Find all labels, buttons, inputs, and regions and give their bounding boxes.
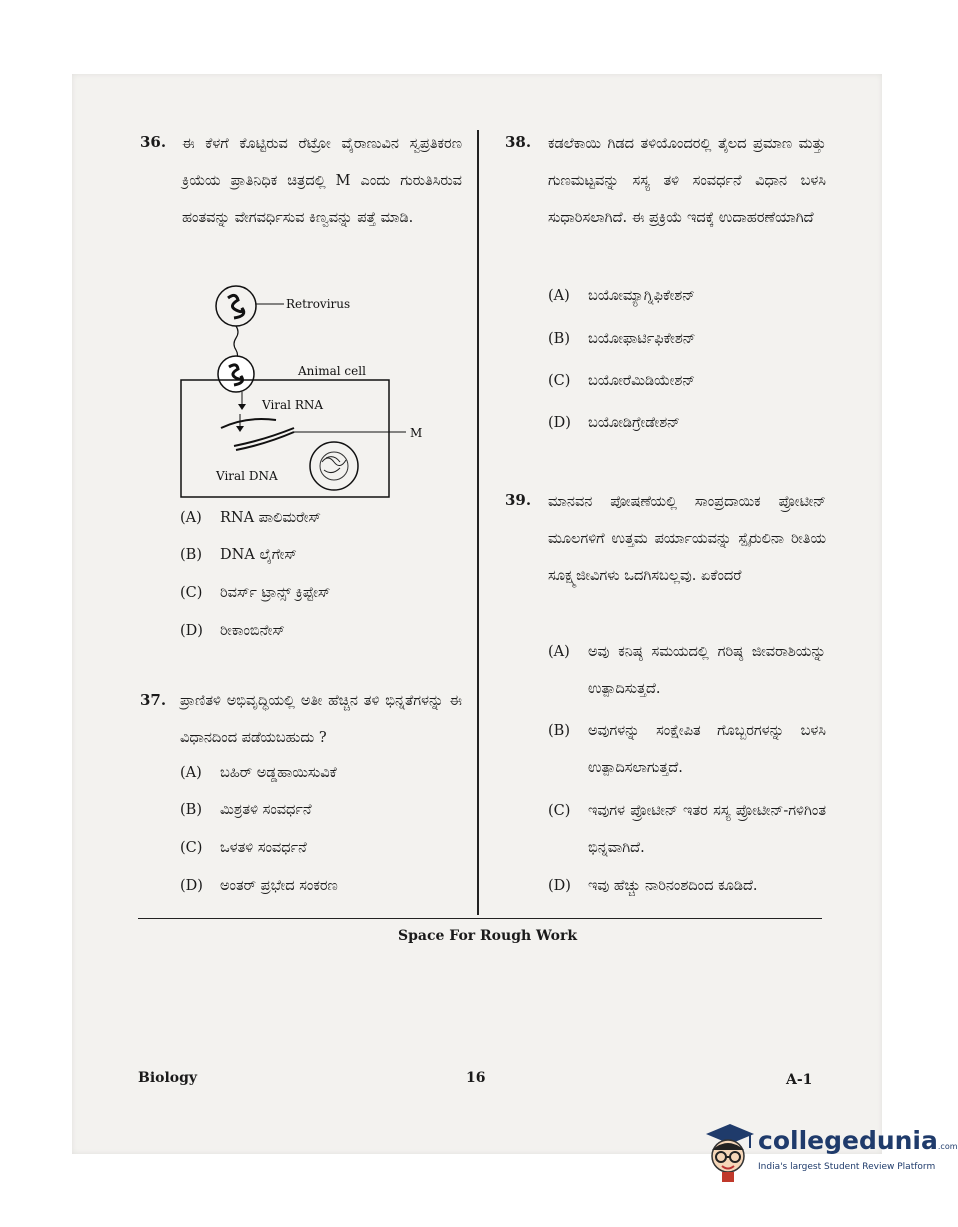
release-arrowhead bbox=[238, 404, 246, 410]
m-label: M bbox=[410, 426, 423, 440]
q37-option-d[interactable]: (D) ಅಂತರ್ ಪ್ರಭೇದ ಸಂಕರಣ bbox=[180, 878, 338, 894]
rough-work-divider bbox=[138, 918, 822, 919]
transcription-arrowhead bbox=[236, 426, 244, 432]
q38-option-b[interactable]: (B) ಬಯೋಫಾರ್ಟಿಫಿಕೇಶನ್ bbox=[548, 331, 696, 347]
q38-text: ಕಡಲೆಕಾಯಿ ಗಿಡದ ತಳಿಯೊಂದರಲ್ಲಿ ತೈಲದ ಪ್ರಮಾಣ ಮತ್ತು ಗುಣಮಟ್ಟವನ್ನು ಸಸ್ಯ ತಳಿ ಸಂವರ್ಧನೆ ವಿಧಾನ ಬಳಸಿ ಸುಧಾರಿಸಲಾಗಿದೆ. ಈ ಪ್ರಕ್ರಿಯೆ ಇದಕ್ಕೆ ಉದಾಹರಣೆಯಾಗಿದೆ bbox=[548, 136, 826, 226]
q36-option-c[interactable]: (C) ರಿವರ್ಸ್ ಟ್ರಾನ್ಸ್ ಕ್ರಿಪ್ಟೇಸ್ bbox=[180, 585, 331, 601]
rough-work-label: Space For Rough Work bbox=[398, 928, 578, 944]
chromatin-squiggle bbox=[322, 457, 346, 473]
q39-option-b[interactable]: (B) ಅವುಗಳನ್ನು ಸಂಕ್ಷೇಪಿತ ಗೊಬ್ಬರಗಳನ್ನು ಬಳಸಿ ಉತ್ಪಾದಿಸಲಾಗುತ್ತದೆ. bbox=[548, 723, 826, 776]
q39-option-a[interactable]: (A) ಅವು ಕನಿಷ್ಠ ಸಮಯದಲ್ಲಿ ಗರಿಷ್ಠ ಜೀವರಾಶಿಯನ್ನು ಉತ್ಪಾದಿಸುತ್ತದೆ. bbox=[548, 644, 826, 697]
nucleus-circle-icon bbox=[310, 442, 358, 490]
footer-page-number: 16 bbox=[466, 1070, 486, 1086]
column-divider bbox=[477, 130, 479, 915]
brand-name: collegedunia bbox=[758, 1126, 938, 1155]
retrovirus-label: Retrovirus bbox=[286, 297, 351, 311]
collegedunia-watermark bbox=[700, 1120, 958, 1190]
brand-tagline: India's largest Student Review Platform bbox=[758, 1162, 936, 1172]
q36-text: ಈ ಕೆಳಗೆ ಕೊಟ್ಟಿರುವ ರೆಟ್ರೋ ವೈರಾಣುವಿನ ಸ್ವಪ್ರತಿಕರಣ ಕ್ರಿಯೆಯ ಪ್ರಾತಿನಿಧಿಕ ಚಿತ್ರದಲ್ಲಿ M ಎಂದು ಗುರುತಿಸಿರುವ ಹಂತವನ್ನು ವೇಗವರ್ಧಿಸುವ ಕಿಣ್ವವನ್ನು ಪತ್ತೆ ಮಾಡಿ. bbox=[182, 136, 462, 226]
q39-number: 39. bbox=[505, 491, 532, 509]
viral-dna-strand bbox=[234, 428, 294, 450]
q39-text: ಮಾನವನ ಪೋಷಣೆಯಲ್ಲಿ ಸಾಂಪ್ರದಾಯಿಕ ಪ್ರೋಟೀನ್ ಮೂಲಗಳಿಗೆ ಉತ್ತಮ ಪರ್ಯಾಯವನ್ನು ಸ್ಪೈರುಲಿನಾ ರೀತಿಯ ಸೂಕ್ಷ್ಮಜೀವಿಗಳು ಒದಗಿಸಬಲ್ಲವು. ಏಕೆಂದರೆ bbox=[548, 494, 826, 584]
q37-number: 37. bbox=[140, 691, 167, 709]
virus-entering-icon bbox=[218, 356, 254, 392]
mascot-icon bbox=[700, 1120, 756, 1184]
q37-option-b[interactable]: (B) ಮಿಶ್ರತಳಿ ಸಂವರ್ಧನೆ bbox=[180, 802, 312, 818]
rna-coil-icon bbox=[228, 295, 244, 318]
q36-number: 36. bbox=[140, 133, 167, 151]
footer-code: A-1 bbox=[786, 1072, 813, 1088]
q38-option-a[interactable]: (A) ಬಯೋಮ್ಯಾಗ್ನಿಫಿಕೇಶನ್ bbox=[548, 288, 695, 304]
q38-number: 38. bbox=[505, 133, 532, 151]
viral-rna-label: Viral RNA bbox=[262, 398, 324, 412]
q39-option-d[interactable]: (D) ಇವು ಹೆಚ್ಚು ನಾರಿನಂಶದಿಂದ ಕೂಡಿದೆ. bbox=[548, 878, 758, 894]
q36-option-b[interactable]: (B) DNA ಲೈಗೇಸ್ bbox=[180, 547, 297, 563]
q37-text: ಪ್ರಾಣಿತಳಿ ಅಭಿವೃದ್ಧಿಯಲ್ಲಿ ಅತೀ ಹೆಚ್ಚಿನ ತಳಿ ಭಿನ್ನತೆಗಳನ್ನು ಈ ವಿಧಾನದಿಂದ ಪಡೆಯಬಹುದು ? bbox=[180, 693, 462, 746]
q36-option-a[interactable]: (A) RNA ಪಾಲಿಮರೇಸ್ bbox=[180, 510, 321, 526]
q38-option-d[interactable]: (D) ಬಯೋಡಿಗ್ರೇಡೇಶನ್ bbox=[548, 415, 680, 431]
q36-option-d[interactable]: (D) ರೀಕಾಂಬಿನೇಸ್ bbox=[180, 623, 285, 639]
q38-option-c[interactable]: (C) ಬಯೋರೆಮಿಡಿಯೇಶನ್ bbox=[548, 373, 696, 389]
brand-suffix: .com bbox=[937, 1142, 958, 1151]
footer-subject: Biology bbox=[138, 1070, 198, 1086]
retrovirus-circle-icon bbox=[216, 286, 256, 326]
q39-option-c[interactable]: (C) ಇವುಗಳ ಪ್ರೋಟೀನ್ ಇತರ ಸಸ್ಯ ಪ್ರೋಟೀನ್-ಗಳಿಗಿಂತ ಭಿನ್ನವಾಗಿದೆ. bbox=[548, 803, 826, 856]
viral-dna-label: Viral DNA bbox=[216, 469, 278, 483]
q37-option-a[interactable]: (A) ಬಹಿರ್ ಅಡ್ಡಹಾಯಿಸುವಿಕೆ bbox=[180, 765, 337, 781]
nucleus-inner bbox=[320, 452, 348, 480]
animal-cell-label: Animal cell bbox=[298, 364, 366, 378]
q37-option-c[interactable]: (C) ಒಳತಳಿ ಸಂವರ್ಧನೆ bbox=[180, 840, 307, 856]
viral-rna-strand bbox=[221, 419, 276, 428]
entry-squiggle bbox=[234, 326, 238, 360]
retrovirus-diagram bbox=[176, 278, 436, 503]
